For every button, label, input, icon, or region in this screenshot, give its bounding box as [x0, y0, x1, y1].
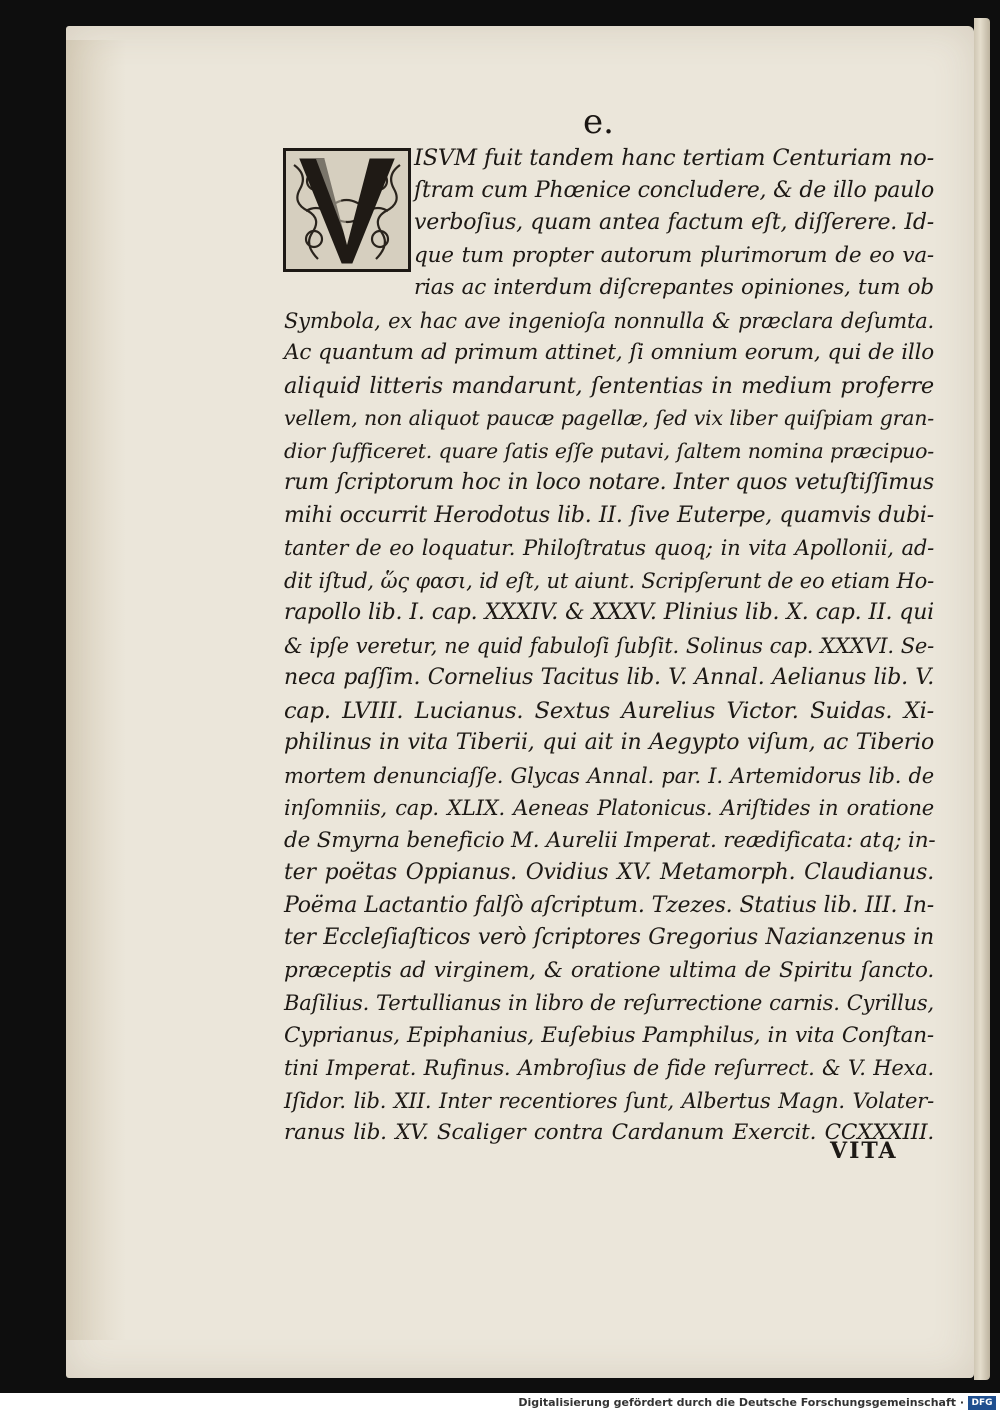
signature-mark: e.: [583, 102, 614, 142]
text-line: rapollo lib. I. cap. XXXIV. & XXXV. Plinius lib. X. cap. II. qui: [284, 600, 934, 625]
page-edge: [974, 18, 990, 1380]
text-line: de Smyrna beneficio M. Aurelii Imperat. reædificata: atq; in-: [284, 827, 936, 853]
footer-credit: Digitalisierung gefördert durch die Deutsche Forschungsgemeinschaft ·: [518, 1396, 964, 1409]
text-line: ter Eccleſiaſticos verò ſcriptores Gregorius Nazianzenus in: [284, 925, 934, 950]
text-line: ſtram cum Phœnice concludere, & de illo paulo: [414, 177, 934, 203]
page-stain: [66, 40, 126, 1340]
text-line: aliquid litteris mandarunt, ſententias in medium proferre: [284, 372, 934, 399]
text-line: verboſius, quam antea factum eſt, diſſerere. Id-: [414, 210, 934, 235]
text-line: Cyprianus, Epiphanius, Euſebius Pamphilus, in vita Conſtan-: [284, 1022, 934, 1048]
text-line: que tum propter autorum plurimorum de eo va-: [414, 242, 934, 268]
text-line: tini Imperat. Rufinus. Ambroſius de fide reſurrect. & V. Hexa.: [284, 1056, 934, 1080]
text-line: tanter de eo loquatur. Philoſtratus quoq; in vita Apollonii, ad-: [284, 536, 934, 560]
text-line: neca paſſim. Cornelius Tacitus lib. V. Annal. Aelianus lib. V.: [284, 665, 934, 690]
text-line: Ac quantum ad primum attinet, ſi omnium eorum, qui de illo: [284, 340, 934, 365]
text-line: cap. LVIII. Lucianus. Sextus Aurelius Victor. Suidas. Xi-: [284, 697, 934, 724]
text-line: rias ac interdum diſcrepantes opiniones, tum ob: [414, 275, 934, 300]
text-line: inſomniis, cap. XLIX. Aeneas Platonicus. Ariſtides in oratione: [284, 796, 934, 820]
text-line: mihi occurrit Herodotus lib. II. ſive Euterpe, quamvis dubi-: [284, 502, 934, 528]
text-line: mortem denunciaſſe. Glycas Annal. par. I. Artemidorus lib. de: [284, 763, 934, 788]
text-line: philinus in vita Tiberii, qui ait in Aegypto viſum, ac Tiberio: [284, 730, 934, 755]
text-line: Symbola, ex hac ave ingenioſa nonnulla & præclara deſumta.: [284, 308, 934, 333]
text-line: ranus lib. XV. Scaliger contra Cardanum Exercit. CCXXXIII.: [284, 1120, 934, 1145]
text-line: Baſilius. Tertullianus in libro de reſurrectione carnis. Cyrillus,: [284, 991, 934, 1015]
catchword: VITA: [830, 1138, 898, 1164]
text-line: Iſidor. lib. XII. Inter recentiores ſunt, Albertus Magn. Volater-: [284, 1088, 934, 1113]
text-line: dit iſtud, ὥς φασι, id eſt, ut aiunt. Scripſerunt de eo etiam Ho-: [284, 568, 934, 593]
decorated-initial-v-icon: [283, 148, 411, 272]
digitization-footer: [0, 1393, 1000, 1414]
text-line: rum ſcriptorum hoc in loco notare. Inter quos vetuſtiſſimus: [284, 470, 934, 495]
text-line: ter poëtas Oppianus. Ovidius XV. Metamorph. Claudianus.: [284, 860, 934, 885]
text-line: ISVM fuit tandem hanc tertiam Centuriam no-: [414, 145, 934, 171]
text-line: præceptis ad virginem, & oratione ultima de Spiritu ſancto.: [284, 957, 934, 983]
body-text: [284, 142, 934, 1150]
text-line: vellem, non aliquot paucæ pagellæ, ſed vix liber quiſpiam gran-: [284, 406, 934, 430]
text-line: Poëma Lactantio falſò aſcriptum. Tzezes. Statius lib. III. In-: [284, 892, 934, 918]
text-line: & ipſe veretur, ne quid fabuloſi ſubſit. Solinus cap. XXXVI. Se-: [284, 633, 934, 658]
dfg-logo-icon: DFG: [968, 1396, 996, 1410]
text-line: dior ſufficeret. quare ſatis eſſe putavi, ſaltem nomina præcipuo-: [284, 438, 934, 463]
